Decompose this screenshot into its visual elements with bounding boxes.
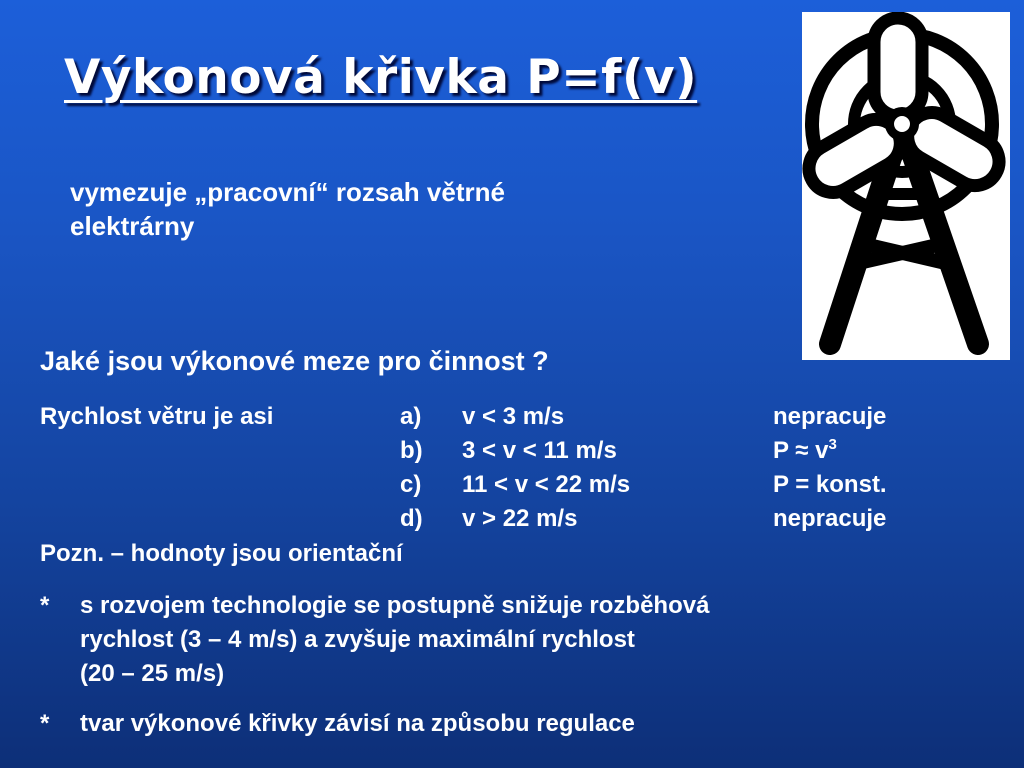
range-result — [773, 434, 837, 468]
range-result-text: P ≈ v — [773, 437, 829, 464]
range-result — [773, 400, 886, 434]
range-condition: v > 22 m/s — [462, 505, 578, 532]
range-result-text: nepracuje — [773, 505, 887, 532]
subtitle — [70, 175, 750, 243]
range-letter: d) — [400, 505, 423, 532]
range-letter: a) — [400, 403, 422, 430]
slide-title: Výkonová křivka P=f(v) — [64, 50, 698, 105]
speed-intro: Rychlost větru je asi — [40, 403, 274, 430]
bullet-line: tvar výkonové křivky závisí na způsobu regulace — [80, 710, 635, 737]
range-letter: b) — [400, 437, 423, 464]
subtitle-line-1: vymezuje „pracovní“ rozsah větrné — [70, 177, 505, 207]
bullet-line: rychlost (3 – 4 m/s) a zvyšuje maximální rychlost — [80, 626, 635, 653]
wind-turbine-icon — [802, 12, 1010, 360]
bullet-marker: * — [40, 592, 50, 619]
range-result-sup: 3 — [828, 436, 837, 453]
range-condition: v < 3 m/s — [462, 403, 565, 430]
bullet-text — [80, 589, 709, 691]
subtitle-line-2: elektrárny — [70, 211, 195, 241]
range-result-text: nepracuje — [773, 403, 887, 430]
question-heading: Jaké jsou výkonové meze pro činnost ? — [40, 346, 549, 376]
note: Pozn. – hodnoty jsou orientační — [40, 540, 403, 567]
range-result — [773, 468, 887, 502]
wind-turbine-logo — [802, 12, 1010, 360]
bullet-marker: * — [40, 710, 50, 737]
bullet-line: s rozvojem technologie se postupně snižuje rozběhová — [80, 592, 710, 619]
range-letter: c) — [400, 471, 422, 498]
range-condition: 11 < v < 22 m/s — [462, 471, 631, 498]
range-result — [773, 502, 886, 536]
bullet-line: (20 – 25 m/s) — [80, 660, 225, 687]
range-result-text: P = konst. — [773, 471, 887, 498]
bullet-text — [80, 707, 635, 741]
range-condition: 3 < v < 11 m/s — [462, 437, 617, 464]
